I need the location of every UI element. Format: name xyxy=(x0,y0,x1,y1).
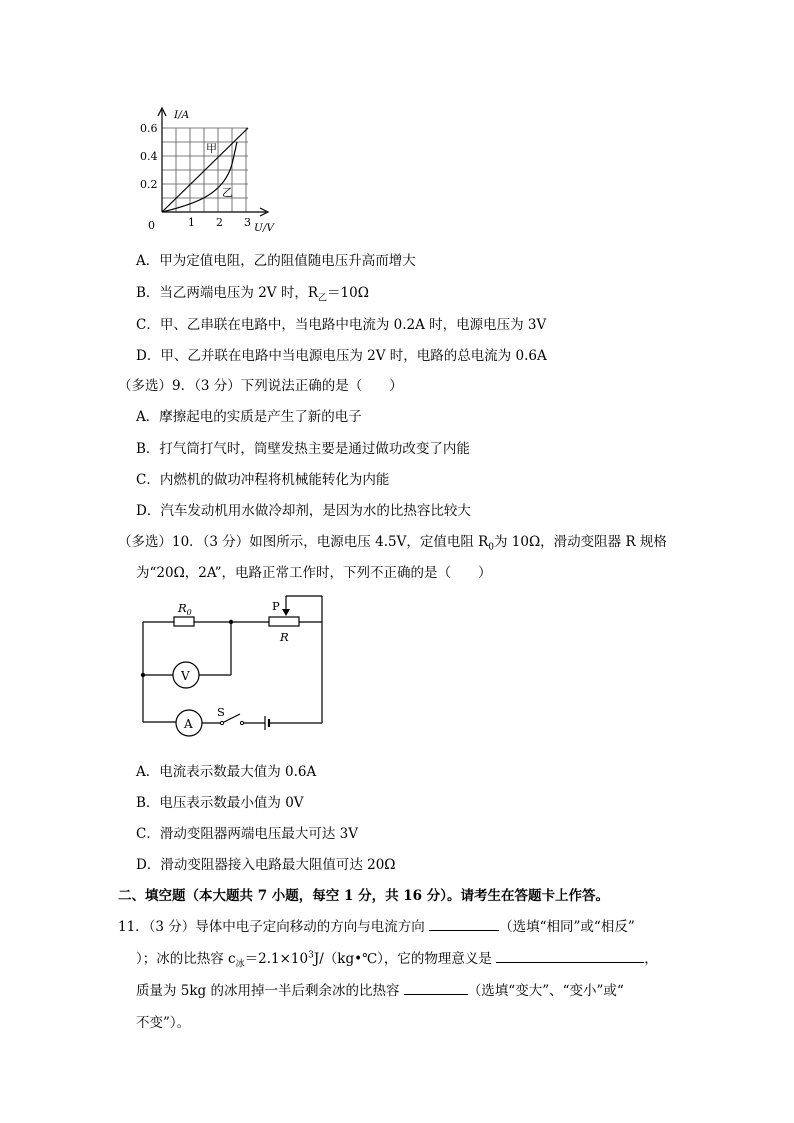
q9-option-b: B．打气筒打气时，筒壁发热主要是通过做功改变了内能 xyxy=(136,441,470,457)
q11-line-3: 质量为 5kg 的冰用掉一半后剩余冰的比热容 （选填“变大”、“变小”或“ xyxy=(136,979,624,999)
y-tick: 0.6 xyxy=(140,122,158,135)
resistor-r0 xyxy=(174,617,194,626)
q10-option-c: C．滑动变阻器两端电压最大可达 3V xyxy=(136,826,358,842)
rheostat-r xyxy=(269,617,299,626)
x-tick: 2 xyxy=(216,216,223,229)
label-yi: 乙 xyxy=(222,186,233,199)
q11-line-2: ）；冰的比热容 $c_冰=2.1\times 10^3J/(kg•℃)$，它的物理意义是 ， xyxy=(136,947,658,970)
q11-blank-3[interactable] xyxy=(404,980,468,995)
q9-option-d: D．汽车发动机用水做冷却剂，是因为水的比热容比较大 xyxy=(136,503,471,519)
p-label: P xyxy=(272,599,280,613)
r0-label: $R_0$ xyxy=(178,601,192,617)
q10-stem-line-2: 为“20Ω，2A”，电路正常工作时，下列不正确的是（ ） xyxy=(136,565,492,581)
q11-blank-2[interactable] xyxy=(496,948,644,963)
q11-line-1: 11．（3 分）导体中电子定向移动的方向与电流方向 （选填“相同”或“相反” xyxy=(118,915,635,935)
q10-option-b: B．电压表示数最小值为 0V xyxy=(136,795,304,811)
x-axis-label: U/V xyxy=(254,222,274,234)
origin-label: 0 xyxy=(148,219,155,232)
section-heading: 二、填空题（本大题共 7 小题，每空 1 分，共 16 分）。请考生在答题卡上作答。 xyxy=(118,888,610,904)
x-tick: 1 xyxy=(188,216,195,229)
q10-option-a: A．电流表示数最大值为 0.6A xyxy=(136,764,317,780)
circuit-diagram xyxy=(136,590,336,745)
q9-option-a: A．摩擦起电的实质是产生了新的电子 xyxy=(136,409,362,425)
y-tick: 0.2 xyxy=(140,178,158,191)
x-tick: 3 xyxy=(244,216,251,229)
y-tick: 0.4 xyxy=(140,150,158,163)
q9-stem: （多选）9．（3 分）下列说法正确的是（ ） xyxy=(118,378,403,394)
r-label: R xyxy=(280,630,289,644)
y-axis-label: I/A xyxy=(174,109,190,121)
q11-line-4: 不变”）。 xyxy=(136,1015,191,1031)
q11-blank-1[interactable] xyxy=(429,916,499,931)
q8-option-b: B．当乙两端电压为 2V 时，$R_乙=10\Omega$ xyxy=(136,285,369,304)
q8-option-c: C．甲、乙串联在电路中，当电路中电流为 0.2A 时，电源电压为 3V xyxy=(136,317,547,333)
q10-option-d: D．滑动变阻器接入电路最大阻值可达 20Ω xyxy=(136,857,396,873)
q9-option-c: C．内燃机的做功冲程将机械能转化为内能 xyxy=(136,472,390,488)
q10-stem-line-1: （多选）10．（3 分）如图所示，电源电压 4.5V，定值电阻 $R_0$为 10Ω，滑动变阻器 R 规格 xyxy=(118,534,667,553)
voltmeter-label: V xyxy=(181,669,190,683)
iu-graph xyxy=(136,100,286,240)
ammeter-label: A xyxy=(184,717,193,731)
label-jia: 甲 xyxy=(206,142,217,155)
q8-option-a: A．甲为定值电阻，乙的阻值随电压升高而增大 xyxy=(136,253,416,269)
q8-option-d: D．甲、乙并联在电路中当电源电压为 2V 时，电路的总电流为 0.6A xyxy=(136,348,547,364)
switch-label: S xyxy=(217,705,225,719)
